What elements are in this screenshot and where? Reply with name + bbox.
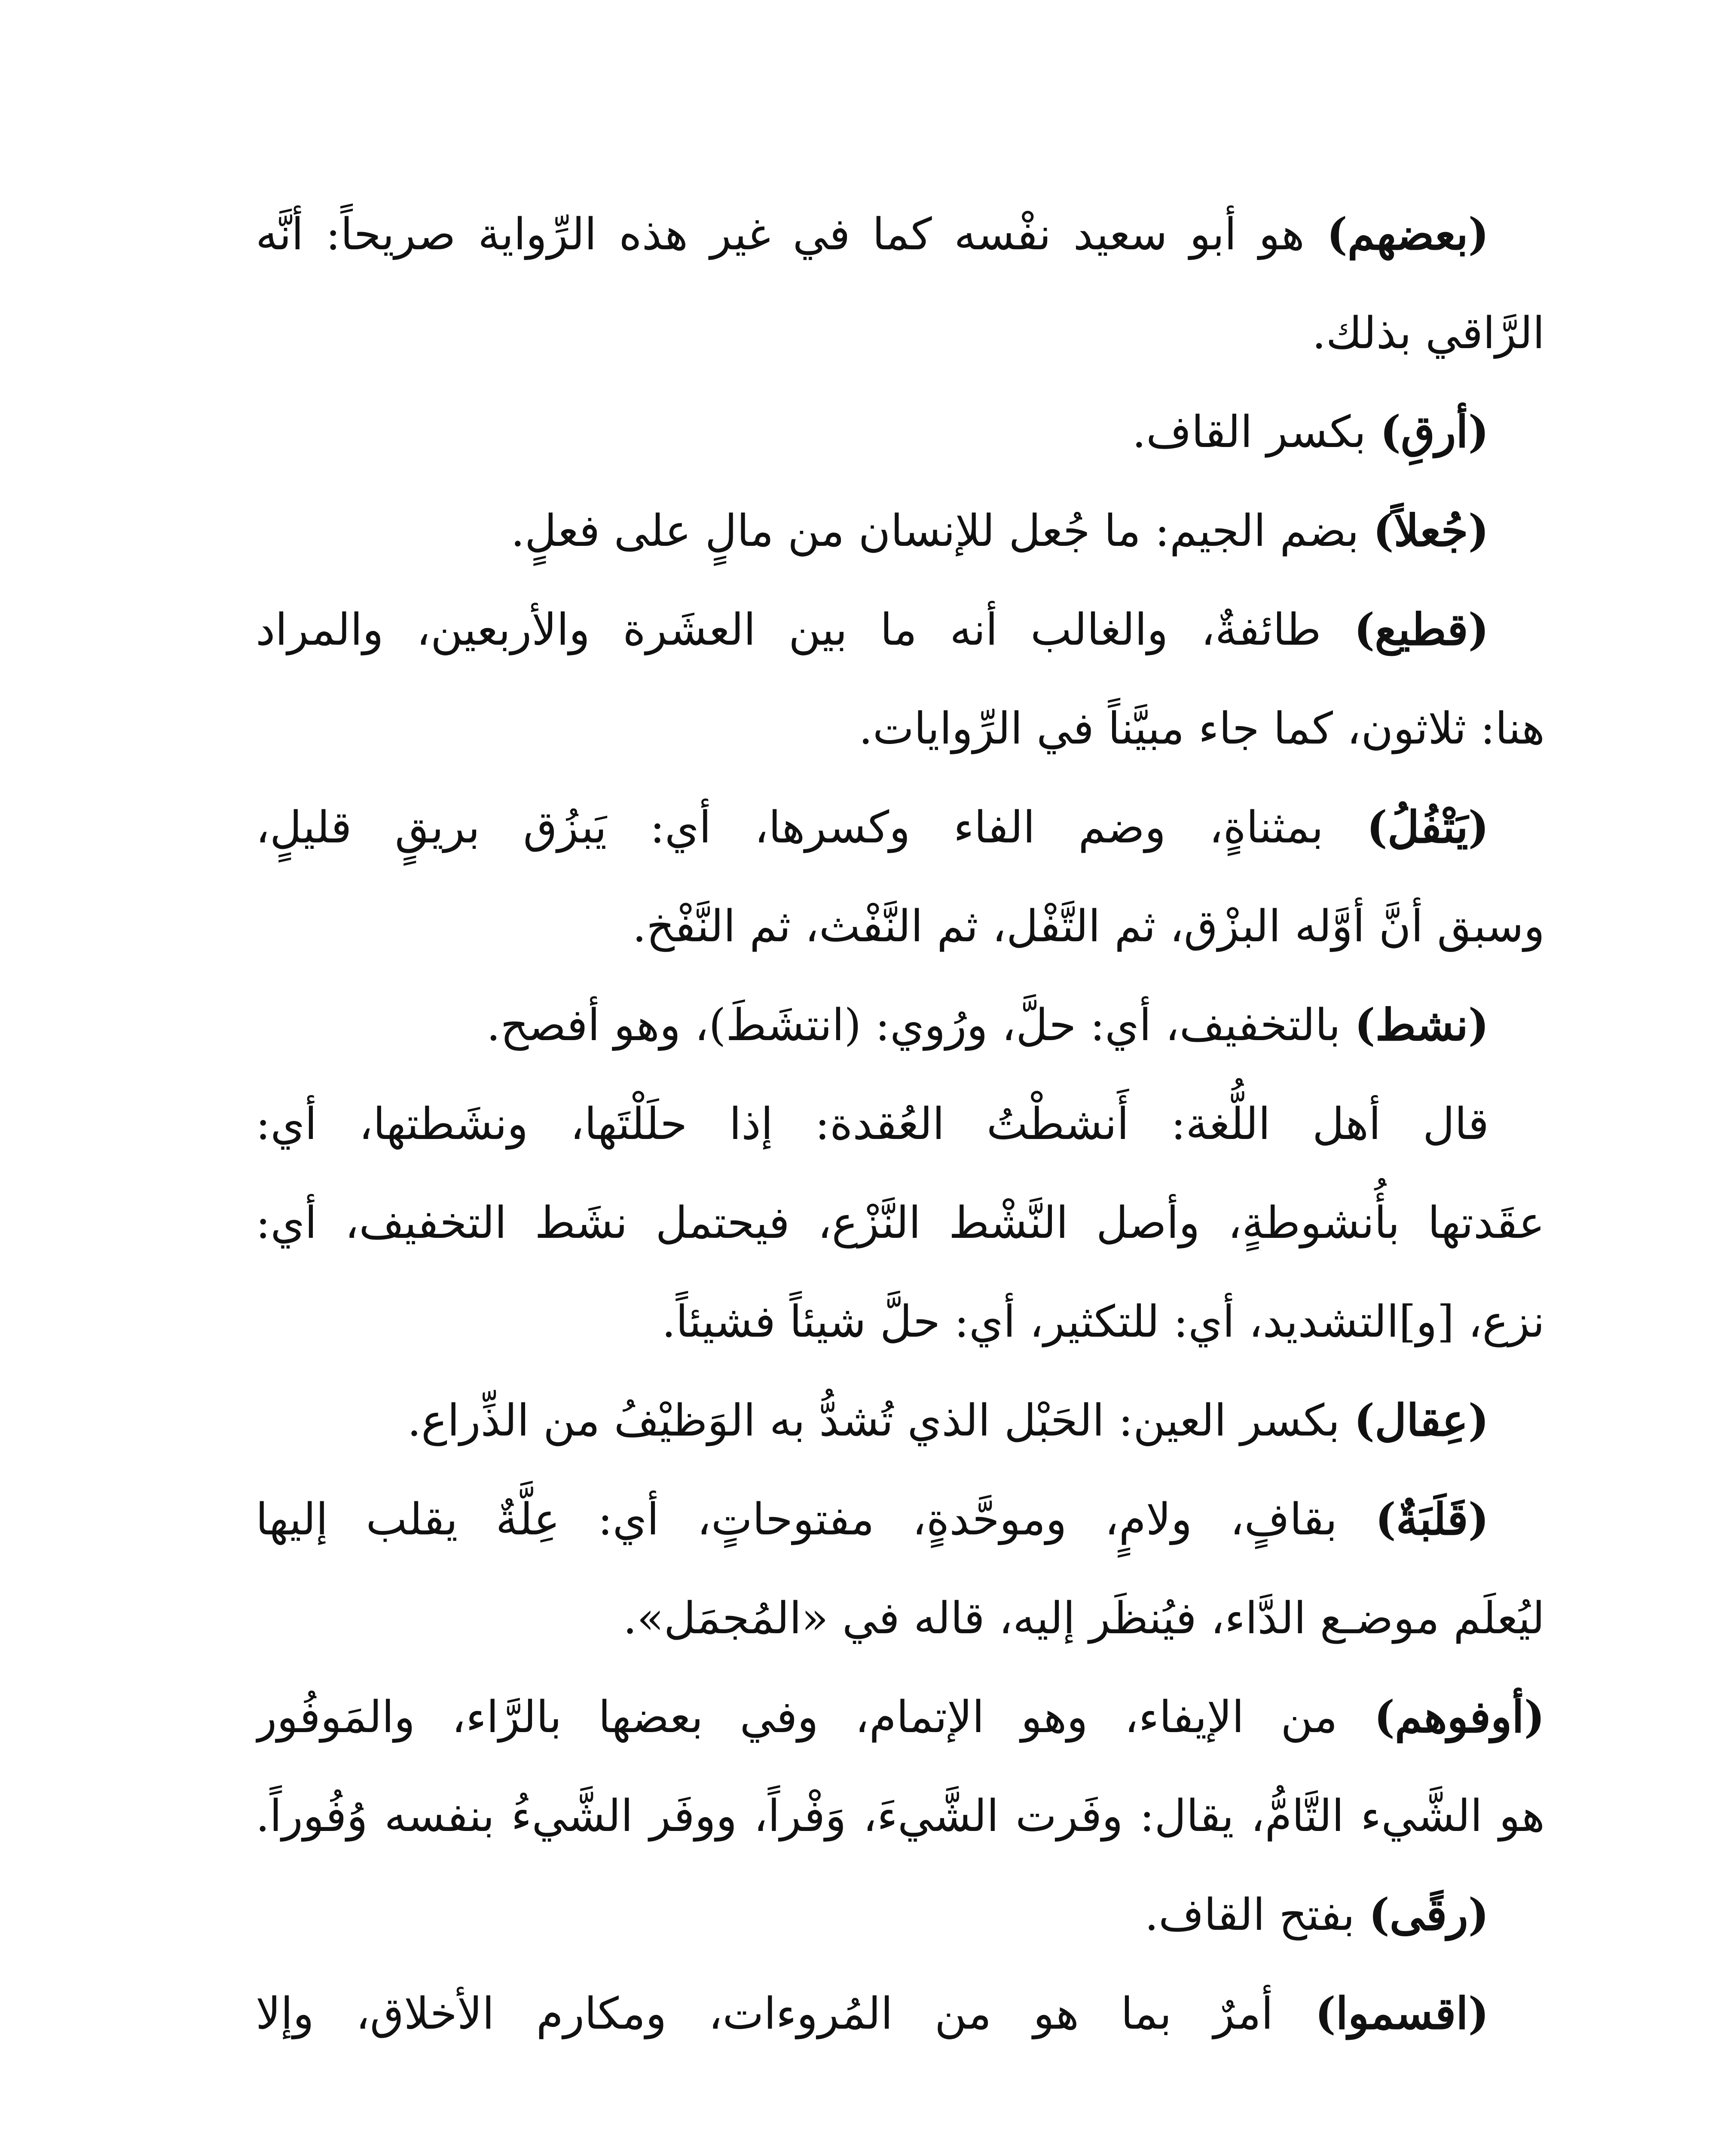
text-line: [256, 976, 1545, 1074]
text-line: [256, 778, 1545, 877]
gloss-text: وسبق أنَّ أوَّله البزْق، ثم التَّفْل، ثم النَّفْث، ثم النَّفْخ.: [632, 901, 1545, 952]
text-line: [256, 185, 1545, 284]
text-line: [256, 1173, 1545, 1272]
text-line: [256, 1865, 1545, 1964]
text-line: [256, 679, 1545, 778]
gloss-text: أمرٌ بما هو من المُروءات، ومكارم الأخلاق، وإلا: [256, 1988, 1315, 2039]
glossed-term: (اقسموا): [1315, 1988, 1489, 2039]
text-line: [256, 383, 1545, 481]
glossed-term: (رقًى): [1369, 1889, 1489, 1941]
text-line: [256, 481, 1545, 580]
gloss-text: نزع، [و]التشديد، أي: للتكثير، أي: حلَّ شيئاً فشيئاً.: [662, 1296, 1545, 1347]
gloss-text: بكسر العين: الحَبْل الذي تُشدُّ به الوَظيْفُ من الذِّراع.: [407, 1395, 1354, 1446]
text-line: [256, 877, 1545, 976]
text-line: [256, 284, 1545, 383]
text-line: [256, 1964, 1545, 2063]
text-line: [256, 1668, 1545, 1766]
glossed-term: (بعضهم): [1326, 208, 1489, 260]
gloss-text: الرَّاقي بذلك.: [1312, 308, 1545, 359]
glossed-term: (أوفوهم): [1374, 1691, 1545, 1743]
text-line: [256, 1371, 1545, 1470]
gloss-text: بكسر القاف.: [1132, 407, 1380, 458]
gloss-text: بالتخفيف، أي: حلَّ، ورُوي: (انتشَطَ)، وهو أفصح.: [486, 1000, 1355, 1051]
text-line: [256, 1272, 1545, 1371]
gloss-text: بضم الجيم: ما جُعل للإنسان من مالٍ على فعلٍ.: [510, 505, 1373, 557]
gloss-text: بقافٍ، ولامٍ، وموحَّدةٍ، مفتوحاتٍ، أي: عِلَّةٌ يقلب إليها: [256, 1494, 1375, 1545]
text-line: [256, 580, 1545, 679]
gloss-text: ليُعلَم موضـع الدَّاء، فيُنظَر إليه، قاله في «المُجمَل».: [623, 1593, 1545, 1644]
gloss-text: هو أبو سعيد نفْسه كما في غير هذه الرِّواية صريحاً: أنَّه: [256, 209, 1327, 260]
gloss-text: من الإيفاء، وهو الإتمام، وفي بعضها بالرَّاء، والمَوفُور: [256, 1692, 1374, 1743]
glossed-term: (نشط): [1354, 999, 1489, 1051]
gloss-text: هو الشَّيء التَّامُّ، يقال: وفَرت الشَّيءَ، وَفْراً، ووفَر الشَّيءُ بنفسه وُفُوراً.: [256, 1791, 1545, 1842]
text-line: [256, 1470, 1545, 1569]
glossed-term: (قطيع): [1354, 604, 1489, 655]
text-line: [256, 1569, 1545, 1668]
gloss-text: عقَدتها بأُنشوطةٍ، وأصل النَّشْط النَّزْع، فيحتمل نشَط التخفيف، أي:: [256, 1197, 1545, 1249]
gloss-text: طائفةٌ، والغالب أنه ما بين العشَرة والأربعين، والمراد: [256, 604, 1354, 655]
glossed-term: (قَلَبَةٌ): [1375, 1494, 1489, 1545]
glossed-term: (يَتْفُلُ): [1366, 802, 1489, 853]
glossed-term: (جُعلاً): [1373, 505, 1489, 557]
text-line: [256, 1074, 1545, 1173]
glossed-term: (أرقِ): [1380, 406, 1489, 458]
glossed-term: (عِقال): [1354, 1395, 1489, 1446]
gloss-text: بفتح القاف.: [1144, 1889, 1369, 1941]
text-line: [256, 1766, 1545, 1865]
gloss-text: قال أهل اللُّغة: أَنشطْتُ العُقدة: إذا حلَلْتَها، ونشَطتها، أي:: [256, 1099, 1489, 1150]
gloss-text: هنا: ثلاثون، كما جاء مبيَّناً في الرِّوايات.: [859, 703, 1545, 754]
gloss-text: بمثناةٍ، وضم الفاء وكسرها، أي: يَبزُق بريقٍ قليلٍ،: [256, 802, 1367, 853]
